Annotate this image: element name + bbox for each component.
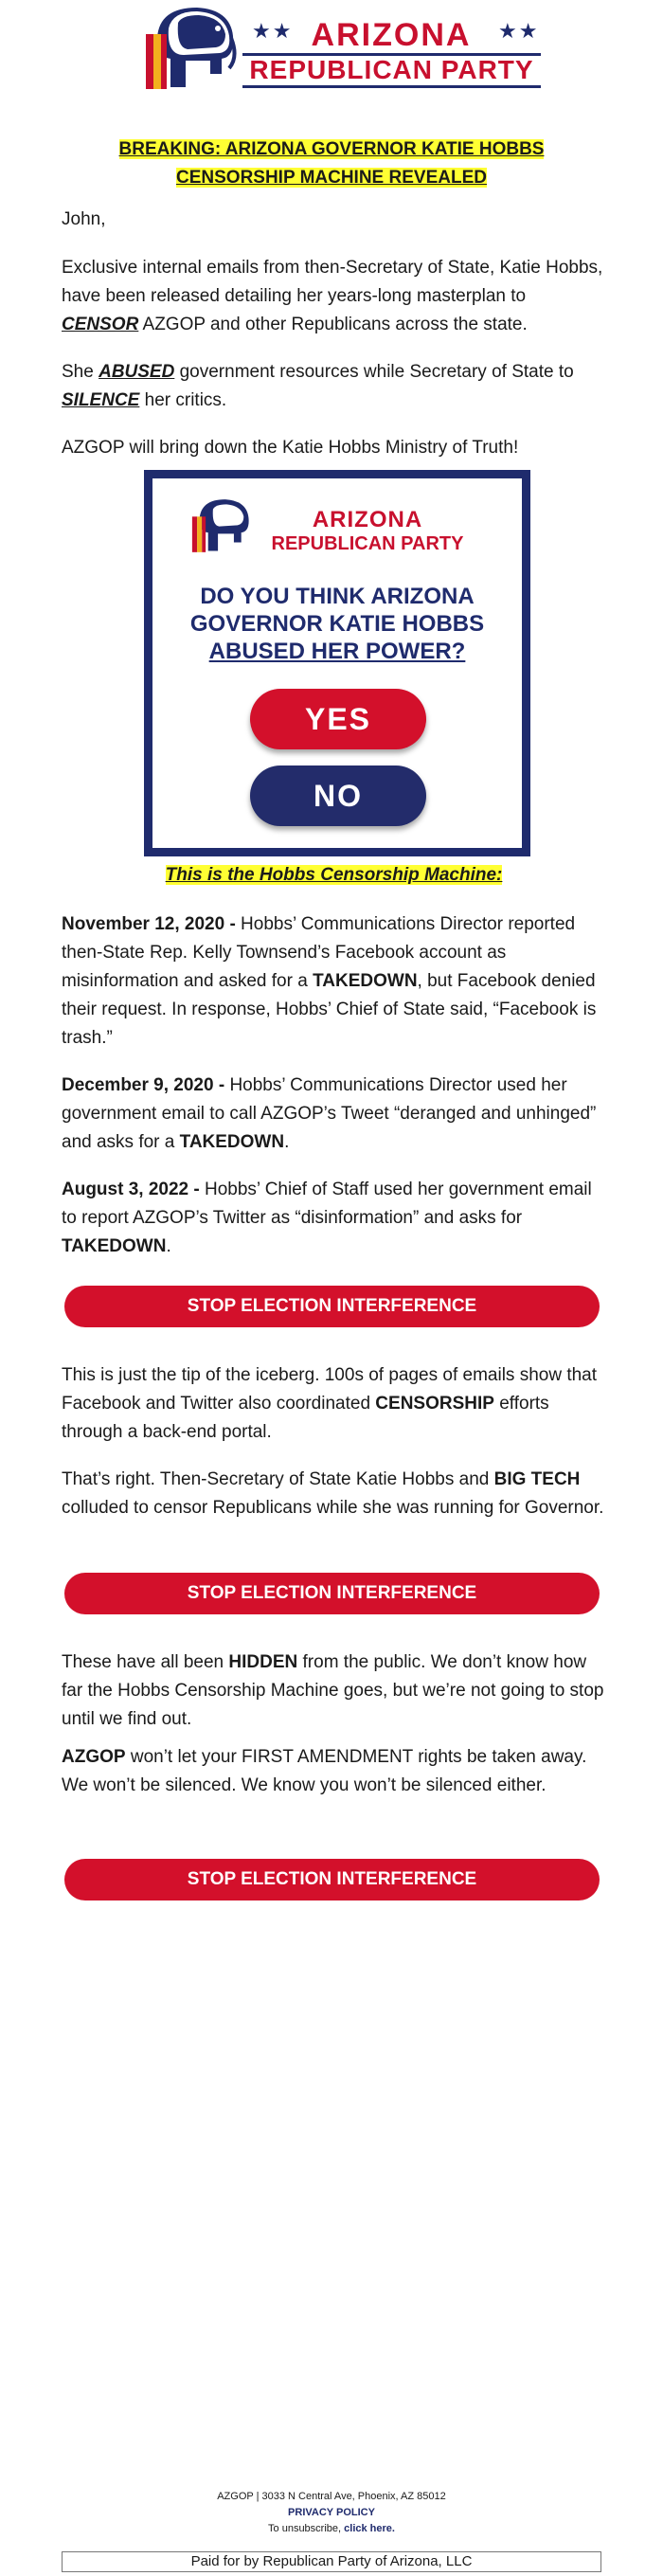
body-paragraph: These have all been HIDDEN from the public. We don’t know how far the Hobbs Censorship Machine goes, but we’re not going to stop until we find out. xyxy=(62,1652,604,1729)
intro-paragraph-2: She ABUSED government resources while Secretary of State to SILENCE her critics. xyxy=(62,362,574,410)
stop-election-interference-button[interactable]: STOP ELECTION INTERFERENCE xyxy=(64,1286,600,1327)
timeline-date: November 12, 2020 - xyxy=(62,914,236,934)
timeline-item: December 9, 2020 - Hobbs’ Communications Director used her government email to call AZGOP’s Tweet “deranged and unhinged” and asks for a TAKEDOWN. xyxy=(62,1075,597,1152)
privacy-policy-link[interactable]: PRIVACY POLICY xyxy=(288,2507,375,2518)
star-icon: ★★ xyxy=(498,19,540,43)
headline xyxy=(62,135,601,192)
unsubscribe-link[interactable]: click here. xyxy=(344,2523,395,2534)
emphasis-silence: SILENCE xyxy=(62,390,140,410)
intro-paragraph-3: AZGOP will bring down the Katie Hobbs Ministry of Truth! xyxy=(62,438,519,458)
elephant-logo-icon xyxy=(140,0,240,97)
poll-card[interactable] xyxy=(144,470,530,856)
poll-question: DO YOU THINK ARIZONA GOVERNOR KATIE HOBBS ABUSED HER POWER? xyxy=(189,584,485,664)
logo-party-text: REPUBLICAN PARTY xyxy=(249,55,534,84)
paid-for-disclaimer: Paid for by Republican Party of Arizona, LLC xyxy=(62,2551,601,2572)
poll-logo-arizona: ARIZONA xyxy=(312,507,423,532)
elephant-logo-icon xyxy=(188,492,253,560)
emphasis-abused: ABUSED xyxy=(99,362,175,382)
no-button[interactable]: NO xyxy=(250,766,426,826)
footer-unsubscribe: To unsubscribe, click here. xyxy=(268,2523,395,2534)
poll-logo xyxy=(188,492,490,566)
header-logo[interactable] xyxy=(140,0,547,97)
timeline-date: December 9, 2020 - xyxy=(62,1075,225,1095)
footer-address: AZGOP | 3033 N Central Ave, Phoenix, AZ 85012 xyxy=(217,2491,446,2502)
timeline-item: November 12, 2020 - Hobbs’ Communications Director reported then-State Rep. Kelly Townsend’s Facebook account as misinformation and asked for a TAKEDOWN, but Facebook denied their request. In response, Hobbs’ Chief of State said, “Facebook is trash.” xyxy=(62,914,597,1048)
emphasis-censor: CENSOR xyxy=(62,315,139,334)
yes-button[interactable]: YES xyxy=(250,689,426,749)
greeting: John, xyxy=(62,209,106,229)
footer-privacy xyxy=(0,2505,663,2521)
stop-election-interference-button[interactable]: STOP ELECTION INTERFERENCE xyxy=(64,1859,600,1900)
logo-rule xyxy=(242,85,541,88)
poll-logo-party: REPUBLICAN PARTY xyxy=(271,533,464,554)
body-paragraph: AZGOP won’t let your FIRST AMENDMENT rights be taken away. We won’t be silenced. We know you won’t be silenced either. xyxy=(62,1747,587,1795)
star-icon: ★★ xyxy=(252,19,294,43)
section-title: This is the Hobbs Censorship Machine: xyxy=(165,865,503,885)
body-paragraph: This is just the tip of the iceberg. 100s of pages of emails show that Facebook and Twitter also coordinated CENSORSHIP efforts through a back-end portal. xyxy=(62,1365,598,1442)
headline-line-1: BREAKING: ARIZONA GOVERNOR KATIE HOBBS xyxy=(118,139,545,159)
stop-election-interference-button[interactable]: STOP ELECTION INTERFERENCE xyxy=(64,1573,600,1614)
logo-arizona-text: ARIZONA xyxy=(311,17,472,53)
timeline-item: August 3, 2022 - Hobbs’ Chief of Staff used her government email to report AZGOP’s Twitter as “disinformation” and asks for TAKEDOWN. xyxy=(62,1180,592,1256)
body-paragraph: That’s right. Then-Secretary of State Katie Hobbs and BIG TECH colluded to censor Republicans while she was running for Governor. xyxy=(62,1469,604,1518)
intro-paragraph-1: Exclusive internal emails from then-Secretary of State, Katie Hobbs, have been released detailing her years-long masterplan to CENSOR AZGOP and other Republicans across the state. xyxy=(62,258,603,334)
headline-line-2: CENSORSHIP MACHINE REVEALED xyxy=(176,168,487,188)
timeline-date: August 3, 2022 - xyxy=(62,1180,200,1199)
